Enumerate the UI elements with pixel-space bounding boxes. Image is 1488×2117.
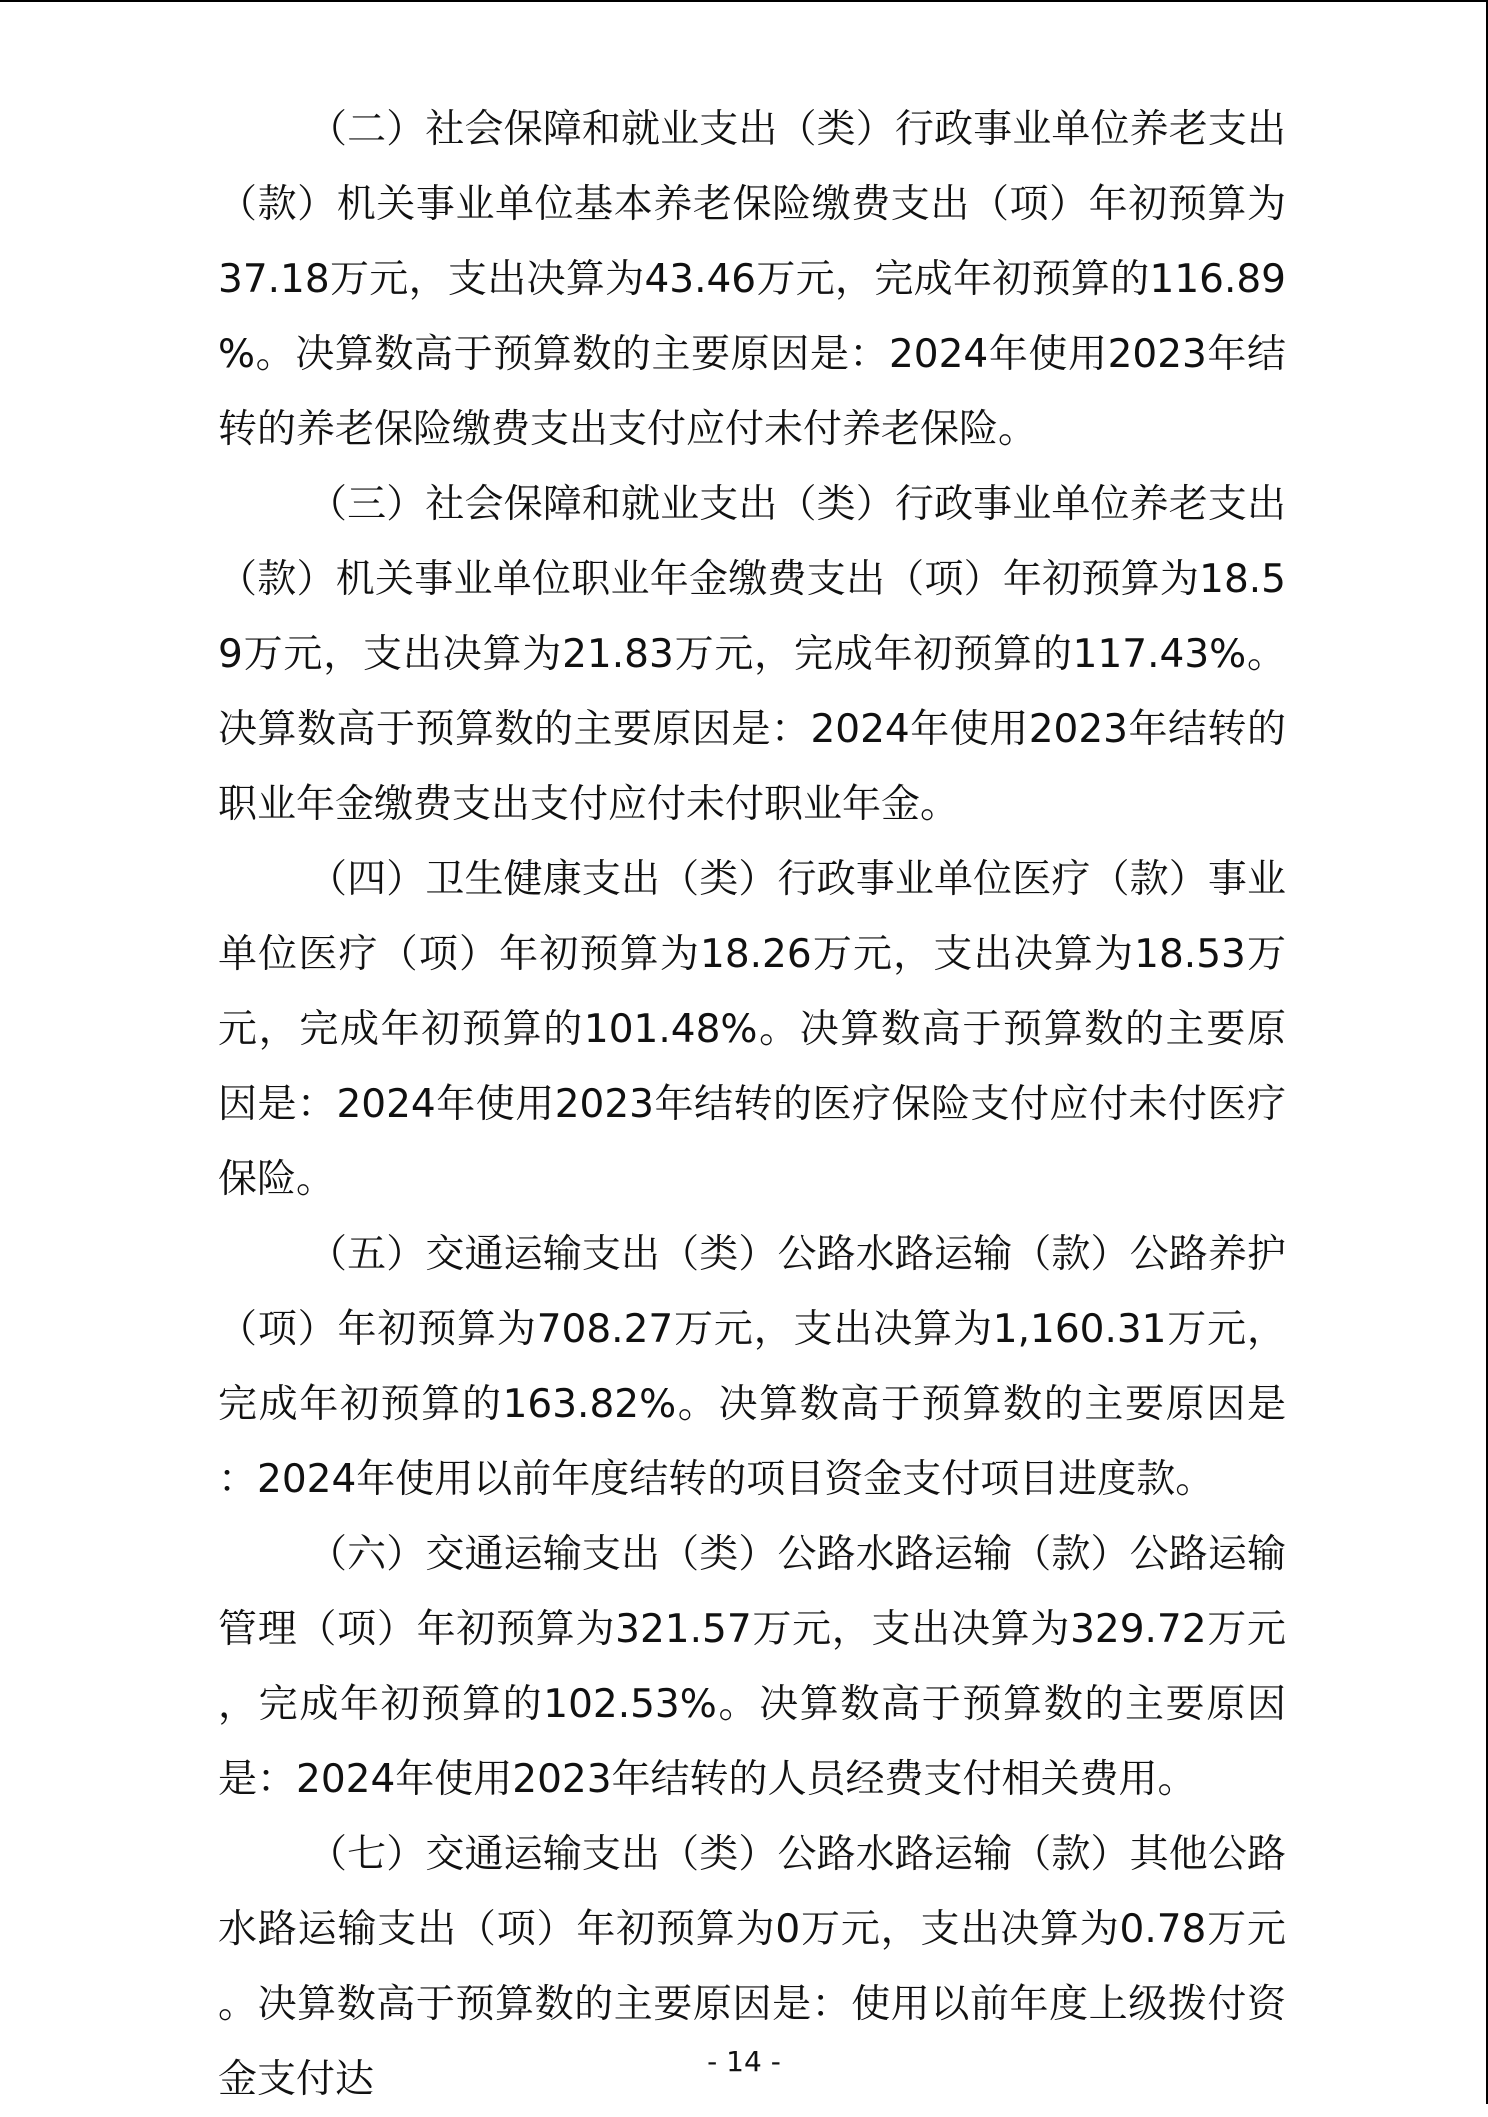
paragraph-highway-maintenance: （五）交通运输支出（类）公路水路运输（款）公路养护（项）年初预算为708.27万元，支出决算为1,160.31万元，完成年初预算的163.82%。决算数高于预算数的主要原因是：2024年使用以前年度结转的项目资金支付项目进度款。 (218, 1232, 1286, 1502)
paragraph-highway-transport-management: （六）交通运输支出（类）公路水路运输（款）公路运输管理（项）年初预算为321.57万元，支出决算为329.72万元，完成年初预算的102.53%。决算数高于预算数的主要原因是：2024年使用2023年结转的人员经费支付相关费用。 (218, 1532, 1286, 1802)
paragraph-occupational-annuity: （三）社会保障和就业支出（类）行政事业单位养老支出（款）机关事业单位职业年金缴费支出（项）年初预算为18.59万元，支出决算为21.83万元，完成年初预算的117.43%。决算数高于预算数的主要原因是：2024年使用2023年结转的职业年金缴费支出支付应付未付职业年金。 (218, 482, 1286, 827)
paragraph-pension-insurance: （二）社会保障和就业支出（类）行政事业单位养老支出（款）机关事业单位基本养老保险缴费支出（项）年初预算为37.18万元，支出决算为43.46万元，完成年初预算的116.89%。决算数高于预算数的主要原因是：2024年使用2023年结转的养老保险缴费支出支付应付未付养老保险。 (218, 107, 1286, 452)
paragraph-medical-insurance: （四）卫生健康支出（类）行政事业单位医疗（款）事业单位医疗（项）年初预算为18.26万元，支出决算为18.53万元，完成年初预算的101.48%。决算数高于预算数的主要原因是：2024年使用2023年结转的医疗保险支付应付未付医疗保险。 (218, 857, 1286, 1202)
paragraph-other-road-water-transport: （七）交通运输支出（类）公路水路运输（款）其他公路水路运输支出（项）年初预算为0万元，支出决算为0.78万元。决算数高于预算数的主要原因是：使用以前年度上级拨付资金支付达 (218, 1832, 1286, 2102)
document-body (218, 92, 1286, 2117)
page-number: - 14 - (707, 2045, 781, 2078)
